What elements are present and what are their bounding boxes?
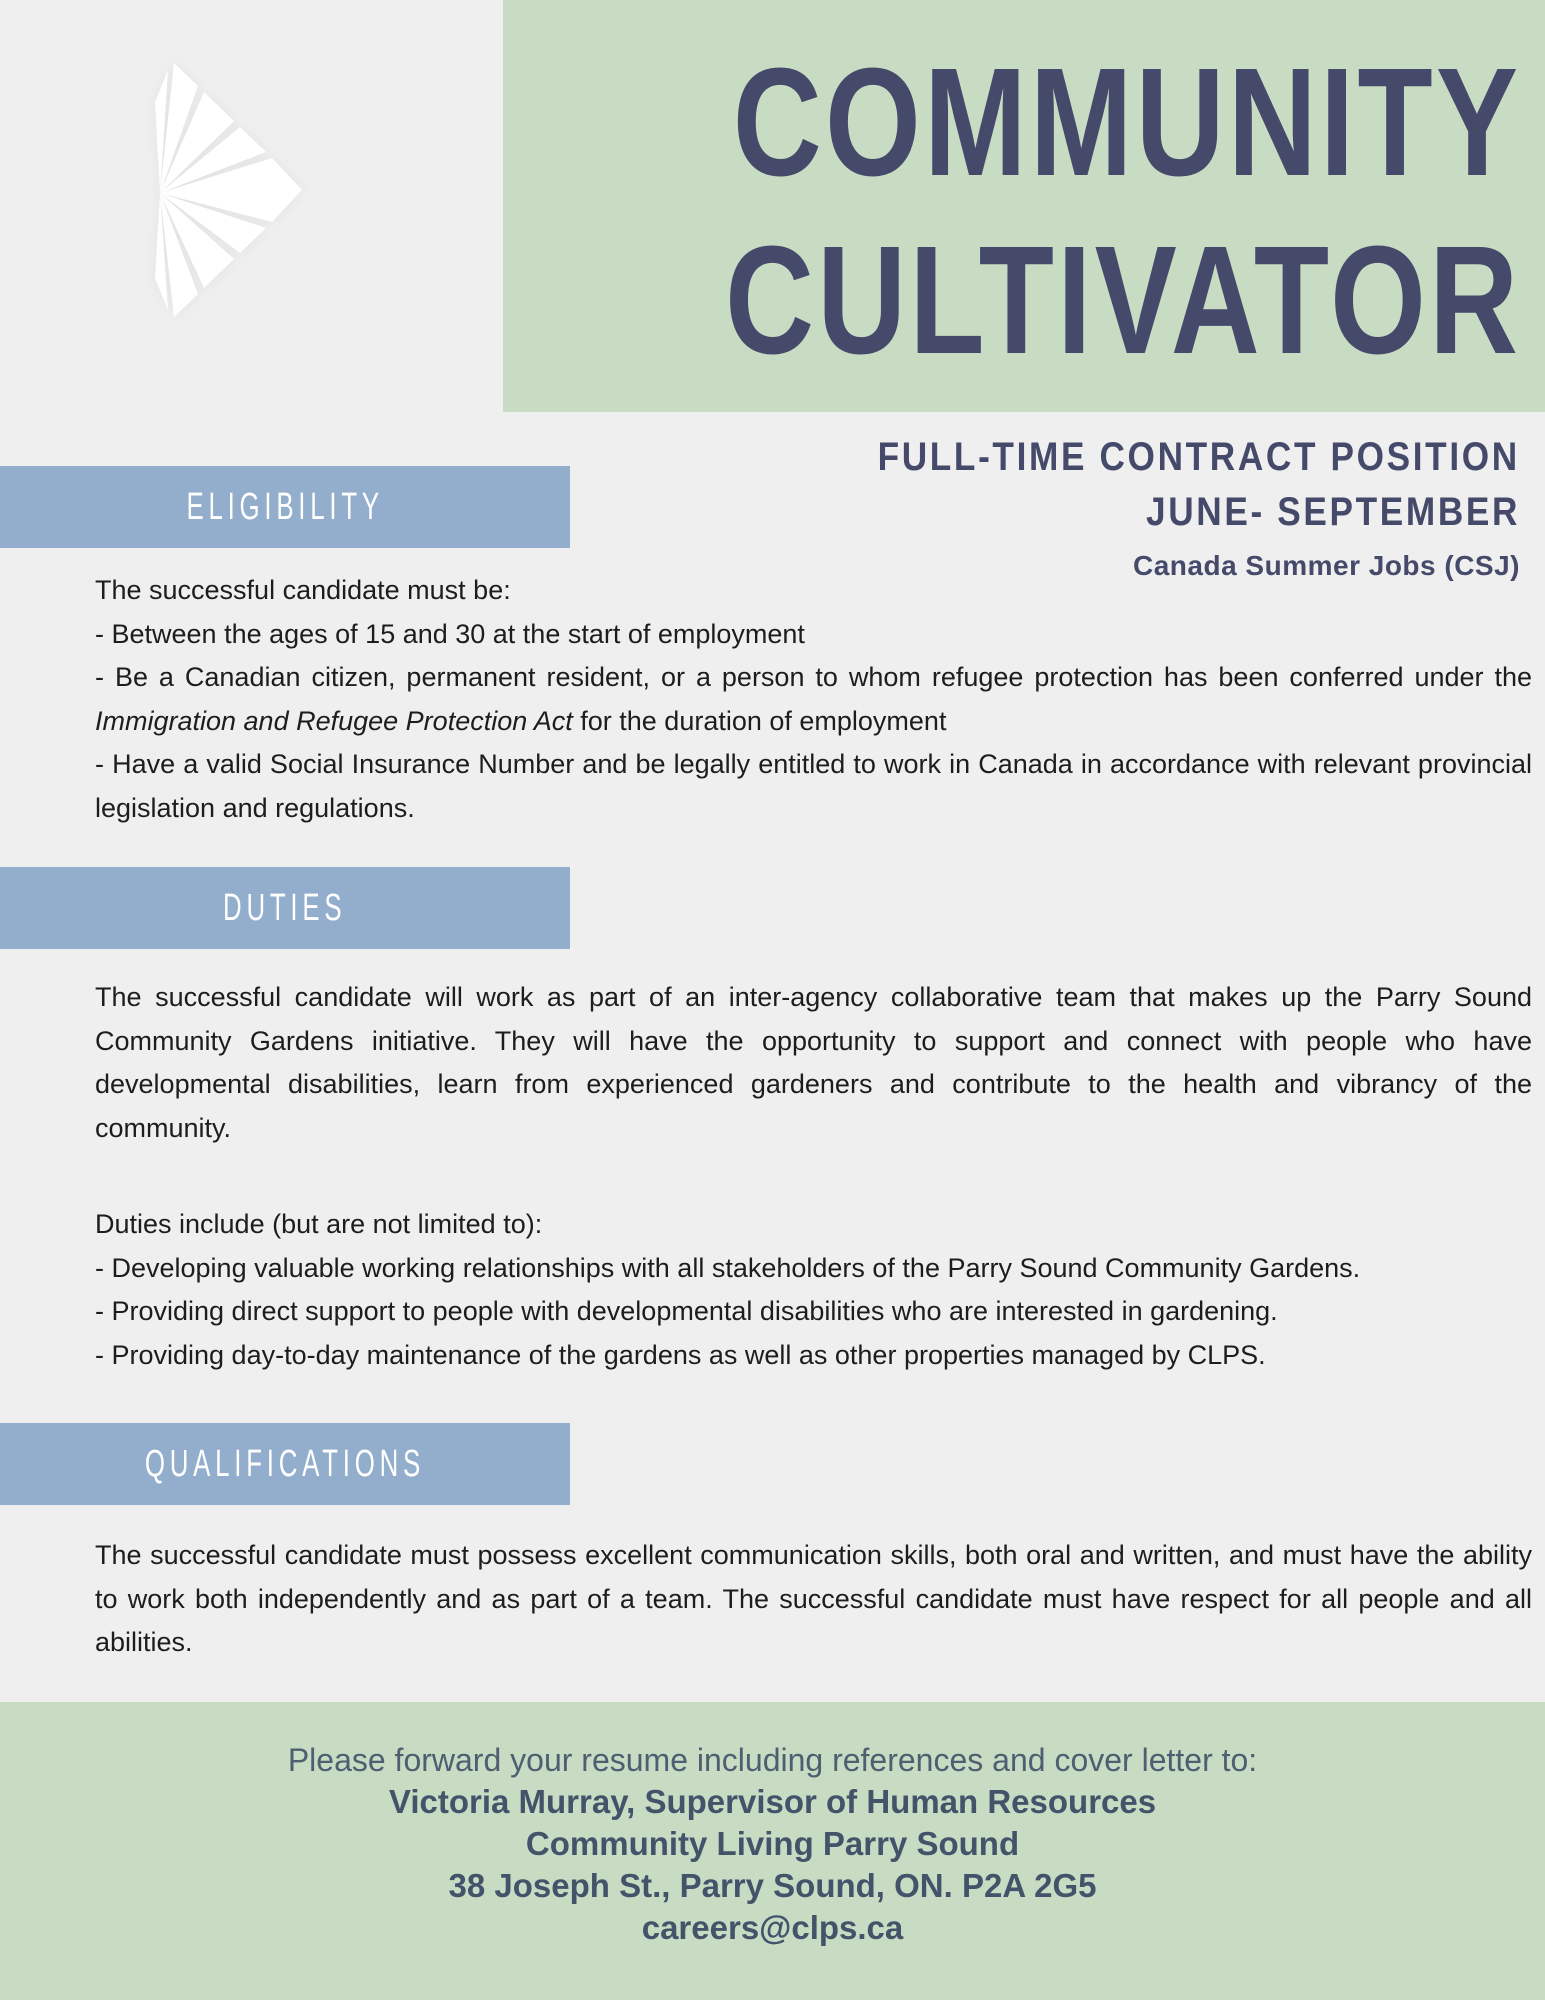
footer-intro: Please forward your resume including references and cover letter to: bbox=[287, 1742, 1258, 1778]
duties-list bbox=[95, 1203, 1532, 1377]
page-title bbox=[526, 33, 1521, 389]
eligibility-bullet-citizen: - Be a Canadian citizen, permanent resident, or a person to whom refugee protection has been conferred under the Immigration and Refugee Protection Act for the duration of employment bbox=[95, 662, 1532, 736]
eligibility-bullet-age: - Between the ages of 15 and 30 at the start of employment bbox=[95, 618, 805, 649]
duties-bullet-maintenance: - Providing day-to-day maintenance of the gardens as well as other properties managed by CLPS. bbox=[95, 1339, 1266, 1370]
eligibility-intro: The successful candidate must be: bbox=[95, 575, 511, 605]
contact-name: Victoria Murray, Supervisor of Human Resources bbox=[388, 1783, 1157, 1820]
section-heading-duties: DUTIES bbox=[0, 867, 570, 949]
eligibility-text bbox=[95, 569, 1532, 831]
eligibility-bullet-sin: - Have a valid Social Insurance Number and be legally entitled to work in Canada in accordance with relevant provincial legislation and regulations. bbox=[95, 749, 1532, 823]
duties-bullet-relationships: - Developing valuable working relationships with all stakeholders of the Parry Sound Community Gardens. bbox=[95, 1252, 1361, 1283]
position-dates: JUNE- SEPTEMBER bbox=[1145, 490, 1520, 534]
position-type: FULL-TIME CONTRACT POSITION bbox=[877, 435, 1520, 479]
footer-contact-block bbox=[0, 1702, 1545, 2000]
fan-burst-logo-icon bbox=[155, 60, 305, 320]
duties-list-intro: Duties include (but are not limited to): bbox=[95, 1209, 543, 1239]
page-title-line2: CULTIVATOR bbox=[724, 214, 1521, 386]
duties-bullet-support: - Providing direct support to people with developmental disabilities who are interested in gardening. bbox=[95, 1296, 1278, 1327]
section-heading-eligibility: ELIGIBILITY bbox=[0, 466, 570, 548]
position-subtitle bbox=[790, 430, 1520, 584]
act-name-italic: Immigration and Refugee Protection Act bbox=[95, 705, 573, 736]
duties-paragraph: The successful candidate will work as part of an inter-agency collaborative team that makes up the Parry Sound Community Gardens initiative. They will have the opportunity to support and connect with people who have developmental disabilities, learn from experienced gardeners and contribute to the health and vibrancy of the community. bbox=[95, 982, 1532, 1143]
qualifications-paragraph: The successful candidate must possess excellent communication skills, both oral and written, and must have the ability to work both independently and as part of a team. The successful candidate must have respect for all people and all abilities. bbox=[95, 1540, 1532, 1658]
contact-email: careers@clps.ca bbox=[641, 1909, 904, 1946]
contact-address: 38 Joseph St., Parry Sound, ON. P2A 2G5 bbox=[448, 1867, 1097, 1904]
page-title-line1: COMMUNITY bbox=[732, 36, 1521, 208]
program-note: Canada Summer Jobs (CSJ) bbox=[1133, 550, 1520, 581]
organization-name: Community Living Parry Sound bbox=[525, 1825, 1020, 1862]
section-heading-qualifications: QUALIFICATIONS bbox=[0, 1423, 570, 1505]
